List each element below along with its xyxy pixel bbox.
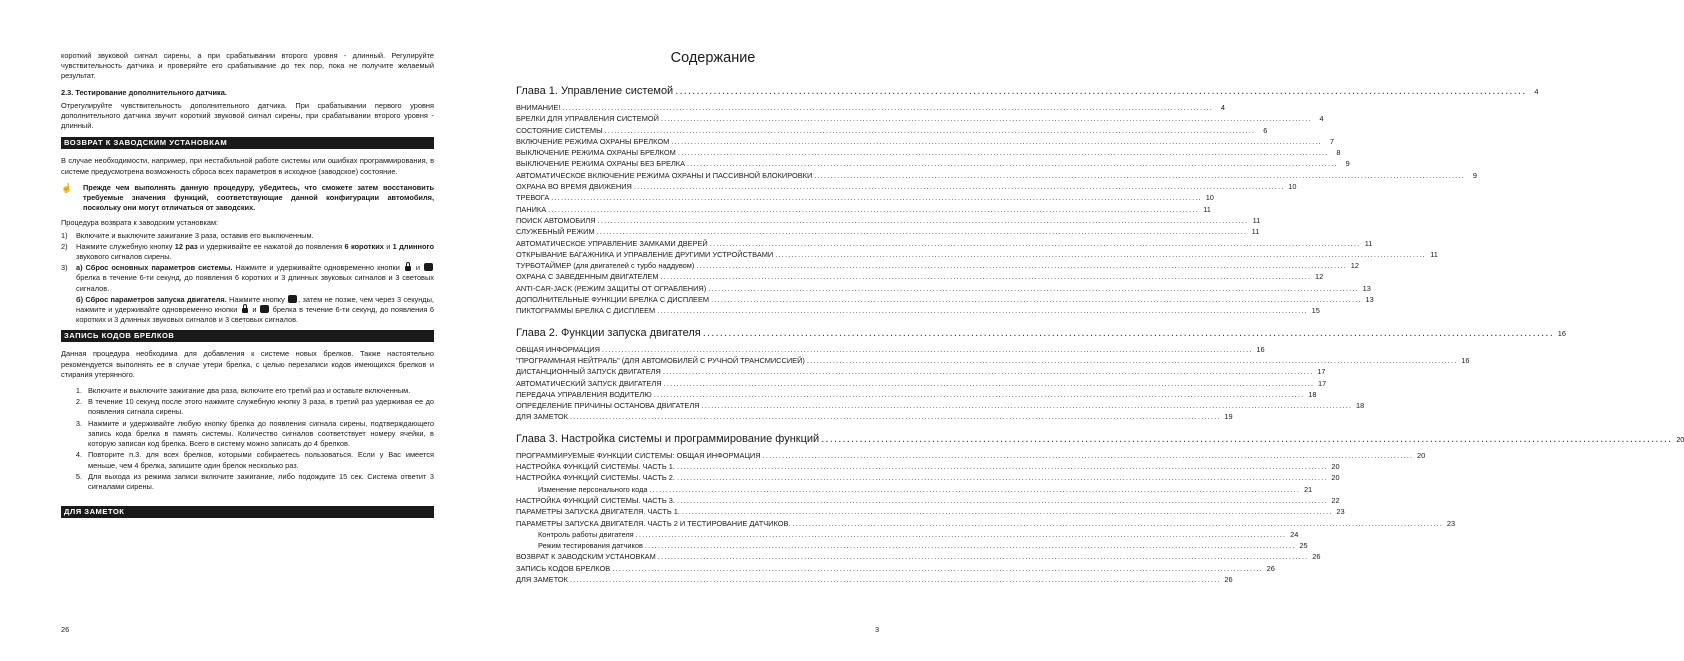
toc-dot-leader: ........................................................................................................................................................................................................ [814, 170, 1465, 180]
toc-dot-leader: ........................................................................................................................................................................................................ [792, 518, 1444, 528]
subsection-title: 2.3. Тестирование дополнительного датчика. [61, 87, 227, 97]
toc-entry[interactable] [516, 215, 1261, 226]
toc-entry[interactable] [516, 389, 1317, 400]
toc-dot-leader: ........................................................................................................................................................................................................ [821, 432, 1673, 445]
reset-step: 2) Нажмите служебную кнопку 12 раз и удерживайте ее нажатой до появления 6 коротких и 1 длинного звукового сигналов сирены. [61, 241, 434, 262]
codes-step-text: Включите и выключите зажигание два раза, включите его третий раз и оставьте включенным. [88, 386, 411, 396]
toc-entry[interactable] [516, 181, 1297, 192]
codes-steps [61, 386, 434, 492]
toc-entry-title: ДОПОЛНИТЕЛЬНЫЕ ФУНКЦИИ БРЕЛКА С ДИСПЛЕЕМ [516, 295, 710, 305]
toc-page-number: 9 [1472, 170, 1477, 180]
codes-step [61, 386, 434, 396]
toc-page-number: 12 [1350, 261, 1360, 271]
toc-dot-leader: ........................................................................................................................................................................................................ [635, 529, 1287, 539]
toc-entry-title: Глава 2. Функции запуска двигателя [516, 326, 701, 339]
toc-entry[interactable] [516, 249, 1438, 260]
reset-step: 1) Включите и выключите зажигание 3 раза, оставив его выключенным. [61, 230, 314, 240]
toc-entry-title: ПОИСК АВТОМОБИЛЯ [516, 215, 596, 225]
toc-page-number: 8 [1336, 148, 1341, 158]
toc-entry[interactable] [516, 472, 1340, 483]
toc-entry-title: НАСТРОЙКА ФУНКЦИЙ СИСТЕМЫ. ЧАСТЬ 3. [516, 495, 675, 505]
toc-page-number: 23 [1446, 518, 1456, 528]
codes-paragraph: Данная процедура необходима для добавления к системе новых брелков. Также настоятельно рекомендуется выполнять ее в случае утери брелка, с целью перезаписи кодов имеющихся брелков и стирания утерянного. [61, 349, 434, 379]
toc-entry-title: ПЕРЕДАЧА УПРАВЛЕНИЯ ВОДИТЕЛЮ [516, 389, 652, 399]
toc-entry[interactable] [516, 411, 1233, 422]
toc-entry-title: ВЫКЛЮЧЕНИЕ РЕЖИМА ОХРАНЫ БЕЗ БРЕЛКА [516, 159, 686, 169]
toc-entry[interactable] [516, 563, 1275, 574]
toc-dot-leader: ........................................................................................................................................................................................................ [596, 227, 1248, 237]
toc-page-number: 18 [1355, 401, 1365, 411]
toc-entry[interactable] [516, 283, 1371, 294]
car-icon [288, 295, 297, 303]
toc-page-number: 17 [1318, 378, 1327, 388]
toc-entry[interactable] [516, 305, 1320, 316]
toc-page-number: 10 [1205, 193, 1214, 203]
toc-entry[interactable] [516, 113, 1324, 124]
toc-dot-leader: ........................................................................................................................................................................................................ [806, 355, 1458, 365]
toc-entry-title: ПРОГРАММИРУЕМЫЕ ФУНКЦИИ СИСТЕМЫ: ОБЩАЯ ИНФОРМАЦИЯ [516, 450, 761, 460]
codes-step-number: 3. [75, 418, 82, 428]
toc-dot-leader: ........................................................................................................................................................................................................ [676, 495, 1328, 505]
codes-step [61, 472, 434, 492]
toc-page-number: 23 [1336, 507, 1345, 517]
toc-entry[interactable] [516, 484, 1313, 495]
toc-entry[interactable] [516, 204, 1211, 215]
toc-entry-title: ОПРЕДЕЛЕНИЕ ПРИЧИНЫ ОСТАНОВА ДВИГАТЕЛЯ [516, 401, 700, 411]
codes-step [61, 419, 434, 450]
toc-entry-title: ДИСТАНЦИОННЫЙ ЗАПУСК ДВИГАТЕЛЯ [516, 367, 661, 377]
reset-paragraph: В случае необходимости, например, при нестабильной работе системы или ошибках программирования, в системе предусмотрена возможность сброса всех параметров в исходное (заводское) состояние. [61, 156, 434, 176]
toc-title: Содержание [670, 50, 756, 66]
toc-entry-title: Изменение персонального кода [538, 484, 648, 494]
toc-entry[interactable] [516, 147, 1341, 158]
toc-entry[interactable] [516, 574, 1233, 585]
toc-entry-title: ТРЕВОГА [516, 193, 550, 203]
left-page [0, 0, 477, 661]
toc-entry-title: ПАРАМЕТРЫ ЗАПУСКА ДВИГАТЕЛЯ. ЧАСТЬ 1. [516, 507, 680, 517]
toc-entry-title: ДЛЯ ЗАМЕТОК [516, 412, 568, 422]
toc-dot-leader: ........................................................................................................................................................................................................ [671, 136, 1322, 146]
toc-page-number: 20 [1676, 434, 1684, 444]
toc-page-number: 4 [1319, 114, 1324, 124]
toc-dot-leader: ........................................................................................................................................................................................................ [675, 85, 1527, 97]
toc-page-number: 6 [1263, 125, 1268, 135]
toc-entry[interactable] [516, 102, 1225, 113]
toc-dot-leader: ........................................................................................................................................................................................................ [612, 563, 1263, 573]
toc-page-number: 21 [1303, 484, 1313, 494]
toc-page-number: 20 [1331, 473, 1340, 483]
toc-dot-leader: ........................................................................................................................................................................................................ [597, 215, 1249, 225]
section-heading-notes: ДЛЯ ЗАМЕТОК [61, 506, 434, 518]
toc-dot-leader: ........................................................................................................................................................................................................ [662, 367, 1314, 377]
toc-entry[interactable] [516, 260, 1360, 271]
toc-entry-title: Контроль работы двигателя [538, 529, 634, 539]
toc-entry-title: АВТОМАТИЧЕСКИЙ ЗАПУСК ДВИГАТЕЛЯ [516, 378, 662, 388]
toc-entry[interactable] [516, 355, 1470, 366]
toc-page-number: 15 [1311, 306, 1320, 316]
toc-dot-leader: ........................................................................................................................................................................................................ [660, 272, 1312, 282]
codes-step-number: 2. [75, 397, 82, 407]
toc-dot-leader: ........................................................................................................................................................................................................ [649, 484, 1301, 494]
toc-page-number: 10 [1288, 182, 1297, 192]
toc-entry[interactable] [516, 518, 1456, 529]
toc-dot-leader: ........................................................................................................................................................................................................ [663, 378, 1315, 388]
toc-dot-leader: ........................................................................................................................................................................................................ [548, 204, 1199, 214]
toc-entry[interactable] [516, 461, 1340, 472]
toc-page-number: 20 [1331, 462, 1340, 472]
toc-entry[interactable] [516, 344, 1265, 355]
toc-dot-leader: ........................................................................................................................................................................................................ [696, 261, 1348, 271]
toc-entry-title: ВОЗВРАТ К ЗАВОДСКИМ УСТАНОВКАМ [516, 552, 656, 562]
section-heading-codes: ЗАПИСЬ КОДОВ БРЕЛКОВ [61, 330, 434, 342]
toc-chapter[interactable] [516, 84, 1539, 99]
toc-page-number: 26 [1224, 574, 1233, 584]
toc-dot-leader: ........................................................................................................................................................................................................ [709, 238, 1361, 248]
toc-dot-leader: ........................................................................................................................................................................................................ [562, 103, 1213, 112]
toc-entry[interactable] [516, 495, 1340, 506]
toc-entry[interactable] [516, 170, 1477, 181]
toc-dot-leader: ........................................................................................................................................................................................................ [676, 473, 1328, 483]
toc-entry-title: ПАНИКА [516, 204, 547, 214]
toc-entry[interactable] [516, 294, 1374, 305]
toc-entry-title: НАСТРОЙКА ФУНКЦИЙ СИСТЕМЫ. ЧАСТЬ 2. [516, 473, 675, 483]
toc-page-number: 11 [1364, 238, 1373, 248]
toc-dot-leader: ........................................................................................................................................................................................................ [687, 159, 1338, 169]
toc-dot-leader: ........................................................................................................................................................................................................ [676, 462, 1328, 472]
toc-page-number: 11 [1430, 249, 1438, 259]
toc-entry-title: ОХРАНА С ЗАВЕДЕННЫМ ДВИГАТЕЛЕМ [516, 272, 659, 282]
codes-step [61, 450, 434, 470]
toc-dot-leader: ........................................................................................................................................................................................................ [660, 114, 1312, 124]
toc-entry-title: ВКЛЮЧЕНИЕ РЕЖИМА ОХРАНЫ БРЕЛКОМ [516, 136, 670, 146]
toc-entry-title: ВНИМАНИЕ! [516, 103, 561, 112]
toc-entry-title: ОБЩАЯ ИНФОРМАЦИЯ [516, 344, 600, 354]
toc-entry-title: ANTI-CAR-JACK (РЕЖИМ ЗАЩИТЫ ОТ ОГРАБЛЕНИЯ) [516, 283, 707, 293]
toc-page-number: 26 [1266, 563, 1275, 573]
toc-entry[interactable] [516, 271, 1324, 282]
car-icon [260, 305, 269, 313]
toc-entry-title: НАСТРОЙКА ФУНКЦИЙ СИСТЕМЫ. ЧАСТЬ 1. [516, 462, 675, 472]
codes-step-number: 5. [75, 471, 82, 481]
toc-entry-title: АВТОМАТИЧЕСКОЕ ВКЛЮЧЕНИЕ РЕЖИМА ОХРАНЫ И ПАССИВНОЙ БЛОКИРОВКИ [516, 170, 813, 180]
toc-page-number: 4 [1534, 87, 1539, 96]
toc-entry[interactable] [516, 238, 1373, 249]
toc-list [516, 84, 1684, 585]
toc-dot-leader: ........................................................................................................................................................................................................ [633, 182, 1285, 192]
codes-step-text: Повторите п.3. для всех брелков, которыми собираетесь пользоваться. Если у Вас имеется меньше, чем 4 брелка, запишите один брелок несколько раз. [88, 450, 434, 470]
car-icon [424, 263, 433, 271]
toc-page-number: 18 [1308, 389, 1317, 399]
procedure-label: Процедура возврата к заводским установкам: [61, 218, 219, 228]
toc-entry[interactable] [516, 506, 1345, 517]
toc-entry[interactable] [516, 136, 1334, 147]
toc-entry[interactable] [516, 540, 1308, 551]
toc-page-number: 20 [1417, 450, 1426, 460]
toc-page-number: 11 [1252, 215, 1261, 225]
lock-icon [405, 266, 411, 271]
toc-dot-leader: ........................................................................................................................................................................................................ [711, 295, 1362, 305]
pointing-hand-icon: ☝ [61, 182, 73, 193]
toc-page-number: 24 [1290, 529, 1299, 539]
toc-entry-title: "ПРОГРАММНАЯ НЕЙТРАЛЬ" (ДЛЯ АВТОМОБИЛЕЙ С РУЧНОЙ ТРАНСМИССИЕЙ) [516, 355, 805, 365]
lock-icon [242, 308, 248, 313]
toc-entry-title: ПИКТОГРАММЫ БРЕЛКА С ДИСПЛЕЕМ [516, 306, 656, 316]
toc-dot-leader: ........................................................................................................................................................................................................ [702, 326, 1554, 339]
toc-entry-title: ВЫКЛЮЧЕНИЕ РЕЖИМА ОХРАНЫ БРЕЛКОМ [516, 148, 676, 158]
toc-dot-leader: ........................................................................................................................................................................................................ [775, 249, 1426, 259]
toc-dot-leader: ........................................................................................................................................................................................................ [644, 541, 1296, 551]
toc-entry[interactable] [516, 529, 1299, 540]
toc-page-number: 22 [1331, 495, 1340, 505]
toc-page-number: 19 [1224, 412, 1233, 422]
toc-entry[interactable] [516, 378, 1327, 389]
toc-dot-leader: ........................................................................................................................................................................................................ [601, 344, 1253, 354]
warning-note-text: Прежде чем выполнять данную процедуру, убедитесь, что сможете затем восстановить требуемые значения функций, соответствующие данной конфигурации автомобиля, поскольку они могут отличаться от заводских. [83, 182, 434, 213]
toc-dot-leader: ........................................................................................................................................................................................................ [653, 389, 1305, 399]
toc-entry[interactable] [516, 400, 1365, 411]
reset-steps [61, 231, 434, 326]
intro-paragraph: короткий звуковой сигнал сирены, а при срабатывании второго уровня - длинный. Регулируйте чувствительность датчика и проверяйте его срабатывание до тех пор, пока не получите желаемый результат. [61, 51, 434, 81]
toc-entry[interactable] [516, 226, 1260, 237]
toc-page-number: 17 [1317, 367, 1326, 377]
toc-dot-leader: ........................................................................................................................................................................................................ [708, 283, 1359, 293]
right-page [477, 0, 1684, 661]
toc-dot-leader: ........................................................................................................................................................................................................ [569, 412, 1221, 422]
toc-page-number: 4 [1220, 103, 1225, 112]
toc-dot-leader: ........................................................................................................................................................................................................ [569, 574, 1221, 584]
reset-step: б) Сброс параметров запуска двигателя. Нажмите кнопку , затем не позже, чем через 3 секунды, нажмите и удерживайте одновременно кнопки и брелка в течение 6-ти секунд, до появления 6 коротких и 3 длинных звуковых сигналов и 3 световых сигналов. [76, 294, 434, 325]
toc-entry-title: СОСТОЯНИЕ СИСТЕМЫ [516, 125, 603, 135]
toc-page-number: 7 [1329, 136, 1334, 146]
toc-entry[interactable] [516, 125, 1268, 136]
toc-page-number: 11 [1203, 204, 1211, 214]
toc-dot-leader: ........................................................................................................................................................................................................ [681, 507, 1333, 517]
toc-entry[interactable] [516, 192, 1214, 203]
section-heading-reset: ВОЗВРАТ К ЗАВОДСКИМ УСТАНОВКАМ [61, 137, 434, 149]
toc-page-number: 13 [1362, 283, 1371, 293]
toc-dot-leader: ........................................................................................................................................................................................................ [677, 148, 1329, 158]
toc-entry-title: ДЛЯ ЗАМЕТОК [516, 574, 568, 584]
toc-page-number: 11 [1251, 227, 1260, 237]
toc-entry-title: Глава 1. Управление системой [516, 85, 674, 97]
codes-step-number: 1. [75, 386, 82, 396]
toc-entry-title: АВТОМАТИЧЕСКОЕ УПРАВЛЕНИЕ ЗАМКАМИ ДВЕРЕЙ [516, 238, 708, 248]
toc-column [516, 50, 1684, 585]
toc-dot-leader: ........................................................................................................................................................................................................ [657, 552, 1309, 562]
toc-entry-title: ОТКРЫВАНИЕ БАГАЖНИКА И УПРАВЛЕНИЕ ДРУГИМИ УСТРОЙСТВАМИ [516, 249, 774, 259]
toc-entry[interactable] [516, 551, 1321, 562]
toc-entry-title: Глава 3. Настройка системы и программирование функций [516, 432, 820, 445]
toc-page-number: 13 [1365, 295, 1374, 305]
toc-chapter[interactable] [516, 432, 1684, 447]
codes-step-text: В течение 10 секунд после этого нажмите служебную кнопку 3 раза, в третий раз удерживая ее до появления сигнала сирены. [88, 397, 434, 417]
toc-dot-leader: ........................................................................................................................................................................................................ [657, 306, 1308, 316]
codes-step [61, 397, 434, 417]
warning-note [61, 183, 434, 214]
toc-dot-leader: ........................................................................................................................................................................................................ [762, 450, 1414, 460]
toc-entry-title: Режим тестирования датчиков [538, 541, 643, 551]
codes-step-text: Нажмите и удерживайте любую кнопку брелка до появления сигнала сирены, подтверждающего запись кода брелка в память системы. Количество сигналов соответствует номеру ячейки, в которую записан код брелка. Всего в систему можно записать до 4 брелков. [88, 418, 434, 449]
toc-entry[interactable] [516, 450, 1426, 461]
toc-page-number: 26 [1312, 552, 1321, 562]
toc-dot-leader: ........................................................................................................................................................................................................ [604, 125, 1256, 135]
toc-entry-title: ОХРАНА ВО ВРЕМЯ ДВИЖЕНИЯ [516, 182, 632, 192]
toc-page-number: 16 [1557, 328, 1566, 338]
codes-step-text: Для выхода из режима записи включите зажигание, либо подождите 15 сек. Система ответит 3 сигналами сирены. [88, 471, 434, 491]
toc-page-number: 16 [1256, 344, 1265, 354]
page-number-right: 3 [875, 625, 880, 634]
toc-entry-title: ТУРБОТАЙМЕР (для двигателей с турбо наддувом) [516, 261, 695, 271]
subsection-paragraph: Отрегулируйте чувствительность дополнительного датчика. При срабатывании первого уровня дополнительного датчика звучит короткий звуковой сигнал сирены, при срабатывании второго уровня - длинный. [61, 100, 434, 131]
toc-chapter[interactable] [516, 326, 1566, 341]
toc-dot-leader: ........................................................................................................................................................................................................ [701, 401, 1353, 411]
toc-dot-leader: ........................................................................................................................................................................................................ [551, 193, 1202, 203]
toc-entry[interactable] [516, 158, 1350, 169]
left-column [61, 51, 434, 525]
page-number-left: 26 [61, 625, 70, 634]
toc-entry-title: ПАРАМЕТРЫ ЗАПУСКА ДВИГАТЕЛЯ. ЧАСТЬ 2 И ТЕСТИРОВАНИЕ ДАТЧИКОВ. [516, 518, 791, 528]
toc-page-number: 9 [1345, 159, 1350, 169]
toc-entry-title: ЗАПИСЬ КОДОВ БРЕЛКОВ [516, 563, 611, 573]
toc-entry-title: БРЕЛКИ ДЛЯ УПРАВЛЕНИЯ СИСТЕМОЙ [516, 114, 659, 124]
reset-step: 3) а) Сброс основных параметров системы. Нажмите и удерживайте одновременно кнопки и брелка в течение 6-ти секунд, до появления 6 коротких и 3 длинных звуковых сигналов и 3 световых сигналов. [61, 263, 434, 293]
toc-entry[interactable] [516, 366, 1326, 377]
toc-entry-title: СЛУЖЕБНЫЙ РЕЖИМ [516, 227, 595, 237]
toc-page-number: 12 [1314, 272, 1324, 282]
toc-page-number: 25 [1299, 541, 1308, 551]
codes-step-number: 4. [75, 450, 82, 460]
toc-page-number: 16 [1461, 355, 1470, 365]
